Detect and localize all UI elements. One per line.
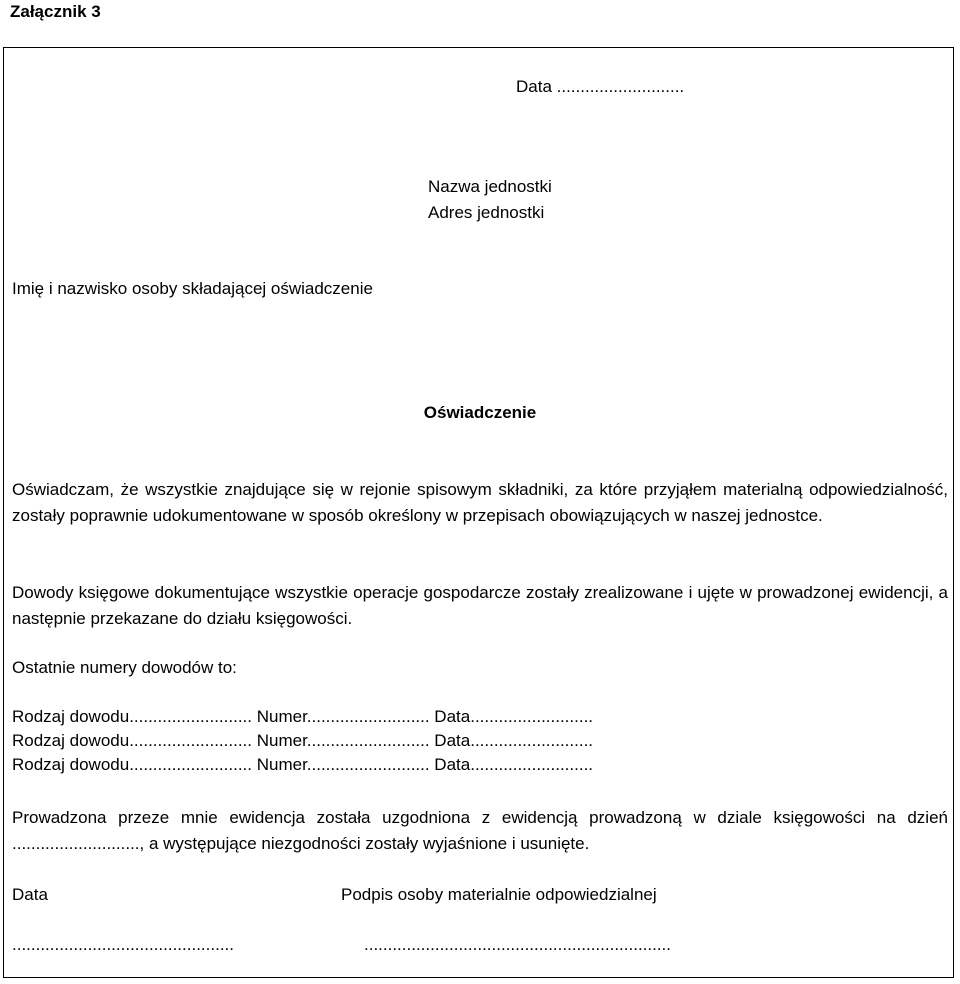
unit-address: Adres jednostki <box>428 203 545 222</box>
unit-name: Nazwa jednostki <box>428 177 552 196</box>
signature-person-label: Podpis osoby materialnie odpowiedzialnej <box>341 885 657 904</box>
statement-paragraph-4: Prowadzona przeze mnie ewidencja została uzgodniona z ewidencją prowadzoną w dziale księgowości na dzień ..........................., a występujące niezgodności zostały wyjaśnione i usunięte. <box>12 808 948 853</box>
person-name-line: Imię i nazwisko osoby składającej oświadczenie <box>12 279 373 298</box>
statement-paragraph-3: Ostatnie numery dowodów to: <box>12 658 237 677</box>
statement-paragraph-2: Dowody księgowe dokumentujące wszystkie operacje gospodarcze zostały zrealizowane i ujęte w prowadzonej ewidencji, a następnie przekazane do działu księgowości. <box>12 583 948 628</box>
document-entry: Rodzaj dowodu.......................... Numer.......................... Data.......................... <box>12 755 594 774</box>
date-line: Data ........................... <box>516 77 685 96</box>
attachment-label: Załącznik 3 <box>10 2 101 21</box>
document-entry: Rodzaj dowodu.......................... Numer.......................... Data.......................... <box>12 707 594 726</box>
document-entries <box>12 705 593 777</box>
signature-person-field: ................................................................. <box>364 935 672 954</box>
statement-heading: Oświadczenie <box>423 403 537 422</box>
document-entry: Rodzaj dowodu.......................... Numer.......................... Data.......................... <box>12 731 594 750</box>
statement-paragraph-1: Oświadczam, że wszystkie znajdujące się w rejonie spisowym składniki, za które przyjąłem materialną odpowiedzialność, zostały poprawnie udokumentowane w sposób określony w przepisach obowiązujących w naszej jednostce. <box>12 480 948 525</box>
signature-date-field: ............................................... <box>12 935 234 954</box>
signature-date-label: Data <box>12 885 48 904</box>
